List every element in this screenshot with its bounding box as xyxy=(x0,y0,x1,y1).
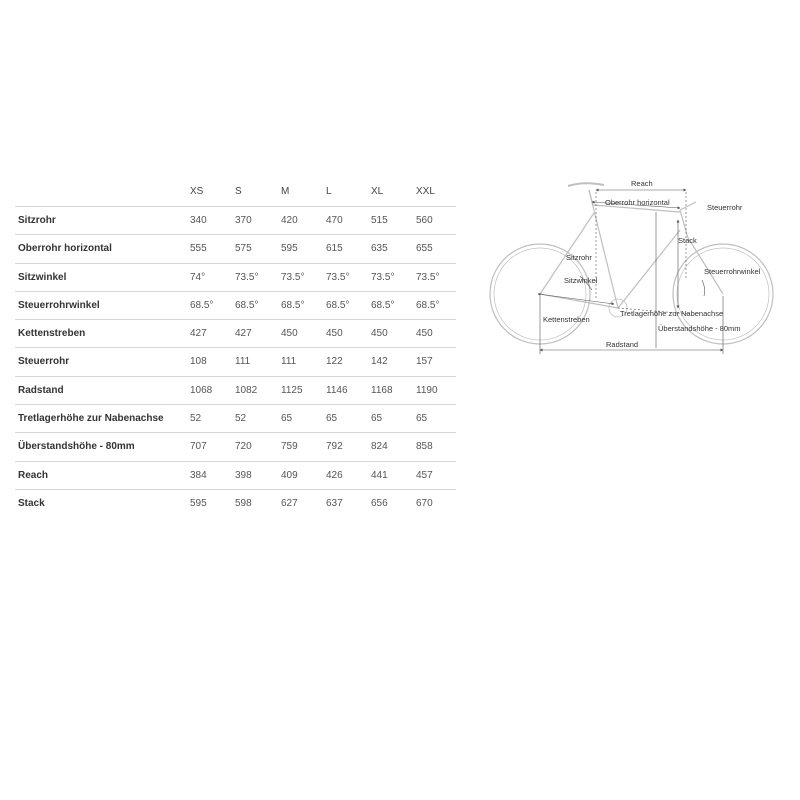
table-cell: 111 xyxy=(235,356,251,368)
table-row xyxy=(15,263,456,291)
table-cell: 670 xyxy=(416,497,433,509)
table-cell: 637 xyxy=(326,497,343,509)
table-cell: 426 xyxy=(326,469,343,481)
table-cell: 68.5° xyxy=(281,299,305,311)
table-cell: 575 xyxy=(235,243,252,255)
table-cell: 1146 xyxy=(326,384,348,396)
table-cell: 142 xyxy=(371,356,388,368)
table-cell: 1082 xyxy=(235,384,258,396)
row-label: Überstandshöhe - 80mm xyxy=(18,441,135,453)
table-cell: 427 xyxy=(235,328,252,340)
table-cell: 707 xyxy=(190,441,207,453)
row-label: Oberrohr horizontal xyxy=(18,243,112,255)
row-label: Stack xyxy=(18,497,45,509)
table-cell: 68.5° xyxy=(371,299,395,311)
row-label: Radstand xyxy=(18,384,64,396)
table-cell: 450 xyxy=(416,328,433,340)
table-cell: 627 xyxy=(281,497,298,509)
label-steuerrohr: Steuerrohr xyxy=(707,203,743,212)
table-cell: 555 xyxy=(190,243,207,255)
table-cell: 420 xyxy=(281,215,298,226)
fork xyxy=(688,238,723,294)
size-header-row xyxy=(15,178,456,206)
table-cell: 560 xyxy=(416,215,433,226)
row-label: Steuerrohr xyxy=(18,356,70,368)
row-label: Tretlagerhöhe zur Nabenachse xyxy=(18,413,164,425)
table-row xyxy=(15,404,456,432)
table-cell: 595 xyxy=(190,497,207,509)
table-cell: 515 xyxy=(371,215,388,226)
table-row xyxy=(15,376,456,404)
label-tretlagerhoehe: Tretlagerhöhe zur Nabenachse xyxy=(620,309,724,318)
label-sitzwinkel: Sitzwinkel xyxy=(564,276,598,285)
table-cell: 409 xyxy=(281,469,298,481)
table-cell: 73.5° xyxy=(235,271,259,283)
table-cell: 1068 xyxy=(190,384,213,396)
head-tube xyxy=(680,210,688,238)
label-sitzrohr: Sitzrohr xyxy=(566,253,592,262)
saddle xyxy=(568,183,604,186)
table-row xyxy=(15,489,456,517)
row-label: Sitzrohr xyxy=(18,215,56,226)
table-cell: 384 xyxy=(190,469,207,481)
size-header-s: S xyxy=(235,186,242,197)
table-cell: 340 xyxy=(190,215,207,226)
table-cell: 65 xyxy=(326,413,338,425)
table-cell: 635 xyxy=(371,243,388,255)
table-cell: 65 xyxy=(281,413,293,425)
label-stack: Stack xyxy=(678,236,697,245)
table-cell: 68.5° xyxy=(326,299,350,311)
row-label: Steuerrohrwinkel xyxy=(18,299,100,311)
row-label: Sitzwinkel xyxy=(18,271,67,283)
table-cell: 73.5° xyxy=(281,271,305,283)
label-reach: Reach xyxy=(631,179,653,188)
bike-geometry-diagram xyxy=(480,168,790,368)
table-cell: 824 xyxy=(371,441,388,453)
table-row xyxy=(15,432,456,460)
table-row xyxy=(15,319,456,347)
table-cell: 52 xyxy=(190,413,202,425)
seatpost xyxy=(589,190,593,205)
table-cell: 398 xyxy=(235,469,252,481)
table-cell: 1125 xyxy=(281,384,303,396)
table-cell: 370 xyxy=(235,215,252,226)
table-cell: 450 xyxy=(326,328,343,340)
table-cell: 720 xyxy=(235,441,252,453)
table-cell: 73.5° xyxy=(416,271,440,283)
table-cell: 655 xyxy=(416,243,433,255)
geometry-table xyxy=(15,178,456,517)
table-cell: 595 xyxy=(281,243,298,255)
table-cell: 450 xyxy=(371,328,388,340)
table-cell: 470 xyxy=(326,215,343,226)
down-tube xyxy=(618,230,680,308)
size-header-l: L xyxy=(326,186,332,197)
size-header-xl: XL xyxy=(371,186,384,197)
table-cell: 68.5° xyxy=(235,299,259,311)
table-cell: 65 xyxy=(371,413,383,425)
table-cell: 450 xyxy=(281,328,298,340)
table-cell: 1190 xyxy=(416,384,438,396)
row-label: Reach xyxy=(18,469,49,481)
size-header-m: M xyxy=(281,186,290,197)
table-cell: 108 xyxy=(190,356,207,368)
table-row xyxy=(15,291,456,319)
stem xyxy=(680,202,696,210)
table-cell: 111 xyxy=(281,356,297,368)
label-kettenstreben: Kettenstreben xyxy=(543,315,590,324)
label-oberrohr-horizontal: Oberrohr horizontal xyxy=(605,198,670,207)
row-label: Kettenstreben xyxy=(18,328,86,340)
label-ueberstandshoehe: Überstandshöhe - 80mm xyxy=(658,324,741,333)
label-radstand: Radstand xyxy=(606,340,639,349)
size-header-xs: XS xyxy=(190,186,204,197)
table-cell: 598 xyxy=(235,497,252,509)
table-cell: 74° xyxy=(190,271,206,283)
seat-tube xyxy=(589,190,618,308)
table-cell: 68.5° xyxy=(416,299,440,311)
table-cell: 615 xyxy=(326,243,343,255)
table-row xyxy=(15,461,456,489)
table-cell: 68.5° xyxy=(190,299,214,311)
table-cell: 656 xyxy=(371,497,388,509)
table-cell: 457 xyxy=(416,469,433,481)
table-row xyxy=(15,234,456,262)
table-cell: 858 xyxy=(416,441,433,453)
table-cell: 1168 xyxy=(371,384,393,396)
table-cell: 73.5° xyxy=(371,271,395,283)
table-cell: 52 xyxy=(235,413,247,425)
table-cell: 759 xyxy=(281,441,298,453)
table-cell: 122 xyxy=(326,356,343,368)
table-cell: 441 xyxy=(371,469,388,481)
table-row xyxy=(15,206,456,234)
label-steuerrohrwinkel: Steuerrohrwinkel xyxy=(704,267,761,276)
size-header-xxl: XXL xyxy=(416,186,435,197)
table-row xyxy=(15,347,456,375)
table-cell: 157 xyxy=(416,356,433,368)
table-cell: 427 xyxy=(190,328,207,340)
table-cell: 792 xyxy=(326,441,343,453)
table-cell: 73.5° xyxy=(326,271,350,283)
table-cell: 65 xyxy=(416,413,428,425)
